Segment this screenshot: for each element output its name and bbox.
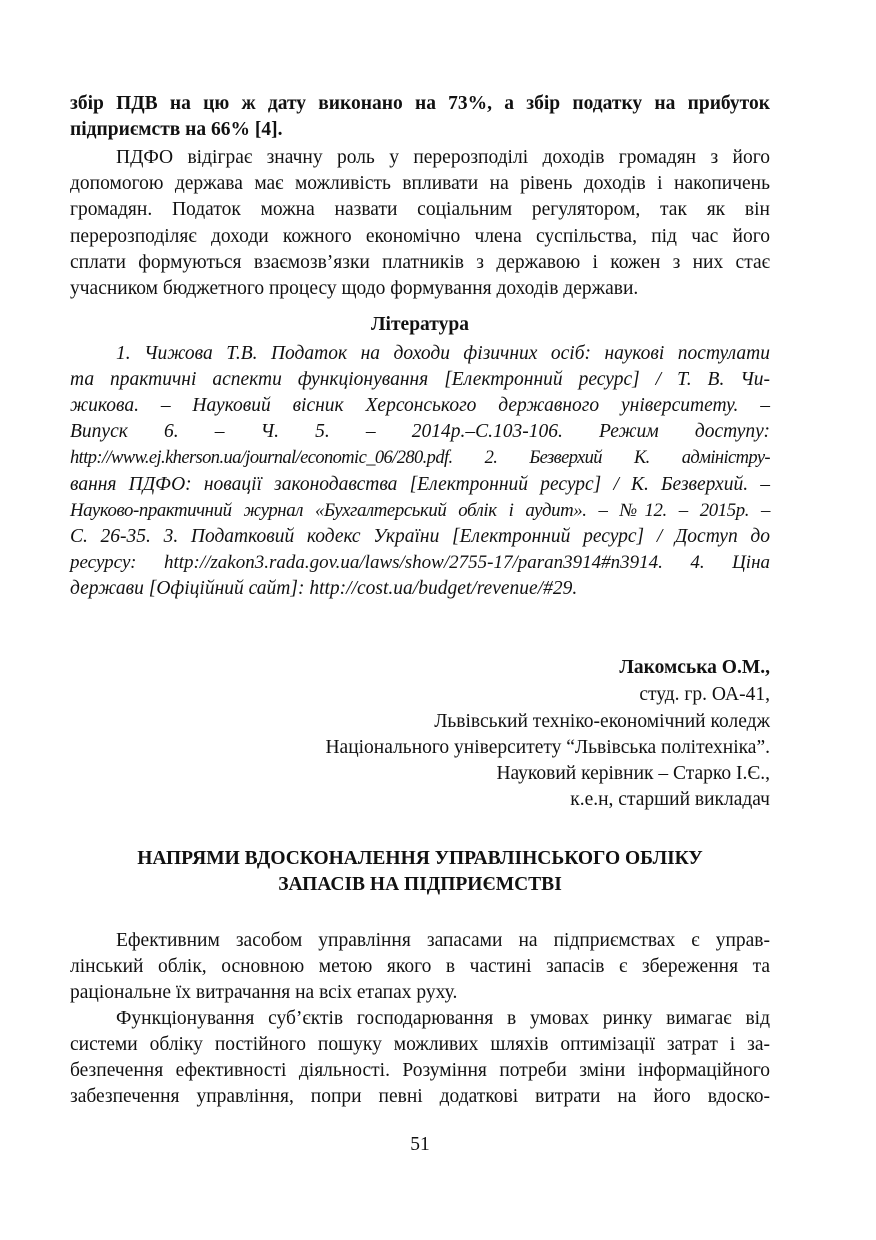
text-line: перерозподіляє доходи кожного економічно члена суспільства, під час його	[70, 226, 770, 247]
literature-heading: Література	[371, 314, 469, 335]
author-group: студ. гр. ОА-41,	[639, 684, 770, 705]
text-line: забезпечення управління, попри певні додаткові витрати на його вдоско-	[70, 1086, 770, 1107]
page-number: 51	[410, 1134, 430, 1155]
title-line: НАПРЯМИ ВДОСКОНАЛЕННЯ УПРАВЛІНСЬКОГО ОБЛІКУ	[137, 848, 703, 869]
reference-line: жикова. – Науковий вісник Херсонського державного університету. –	[70, 395, 770, 416]
text-line: раціональне їх витрачання на всіх етапах руху.	[70, 982, 458, 1003]
text-line: системи обліку постійного пошуку можливих шляхів оптимізації затрат і за-	[70, 1034, 770, 1055]
supervisor: Науковий керівник – Старко І.Є.,	[496, 763, 770, 784]
title-line: ЗАПАСІВ НА ПІДПРИЄМСТВІ	[278, 874, 562, 895]
text-line: сплати формуються взаємозв’язки платників з державою і кожен з них стає	[70, 252, 770, 273]
reference-line: 1. Чижова Т.В. Податок на доходи фізичних осіб: наукові постулати	[116, 343, 770, 364]
supervisor-title: к.е.н, старший викладач	[570, 789, 770, 810]
reference-line: Випуск 6. – Ч. 5. – 2014р.–С.103-106. Режим доступу:	[70, 421, 770, 442]
text-line: громадян. Податок можна назвати соціальним регулятором, так як він	[70, 199, 770, 220]
reference-line: Науково-практичний журнал «Бухгалтерський облік і аудит». – №12. – 2015р. –	[70, 500, 770, 521]
text-line: учасником бюджетного процесу щодо формування доходів держави.	[70, 278, 639, 299]
reference-line: та практичні аспекти функціонування [Електронний ресурс] / Т. В. Чи-	[70, 369, 770, 390]
text-line: безпечення ефективності діяльності. Розуміння потреби зміни інформаційного	[70, 1060, 770, 1081]
text-line: Функціонування суб’єктів господарювання в умовах ринку вимагає від	[116, 1008, 770, 1029]
author-college: Львівський техніко-економічний коледж	[434, 711, 770, 732]
author-name: Лакомська О.М.,	[619, 657, 770, 678]
reference-line: ресурсу: http://zakon3.rada.gov.ua/laws/show/2755-17/paran3914#n3914. 4. Ціна	[70, 552, 770, 573]
reference-line: С. 26-35. 3. Податковий кодекс України [Електронний ресурс] / Доступ до	[70, 526, 770, 547]
reference-line: держави [Офіційний сайт]: http://cost.ua/budget/revenue/#29.	[70, 578, 578, 599]
text-line: збір ПДВ на цю ж дату виконано на 73%, а збір податку на прибуток	[70, 93, 770, 114]
text-line: ПДФО відіграє значну роль у перерозподілі доходів громадян з його	[116, 147, 770, 168]
reference-line: http://www.ej.kherson.ua/journal/economic_06/280.pdf. 2. Безверхий К. адміністру-	[70, 448, 770, 468]
author-university: Національного університету “Львівська політехніка”.	[325, 737, 770, 758]
reference-line: вання ПДФО: новації законодавства [Електронний ресурс] / К. Безверхий. –	[70, 474, 770, 495]
text-line: лінський облік, основною метою якого в частині запасів є збереження та	[70, 956, 770, 977]
text-line: допомогою держава має можливість впливати на рівень доходів і накопичень	[70, 173, 770, 194]
text-line: підприємств на 66% [4].	[70, 119, 283, 140]
text-line: Ефективним засобом управління запасами на підприємствах є управ-	[116, 930, 770, 951]
